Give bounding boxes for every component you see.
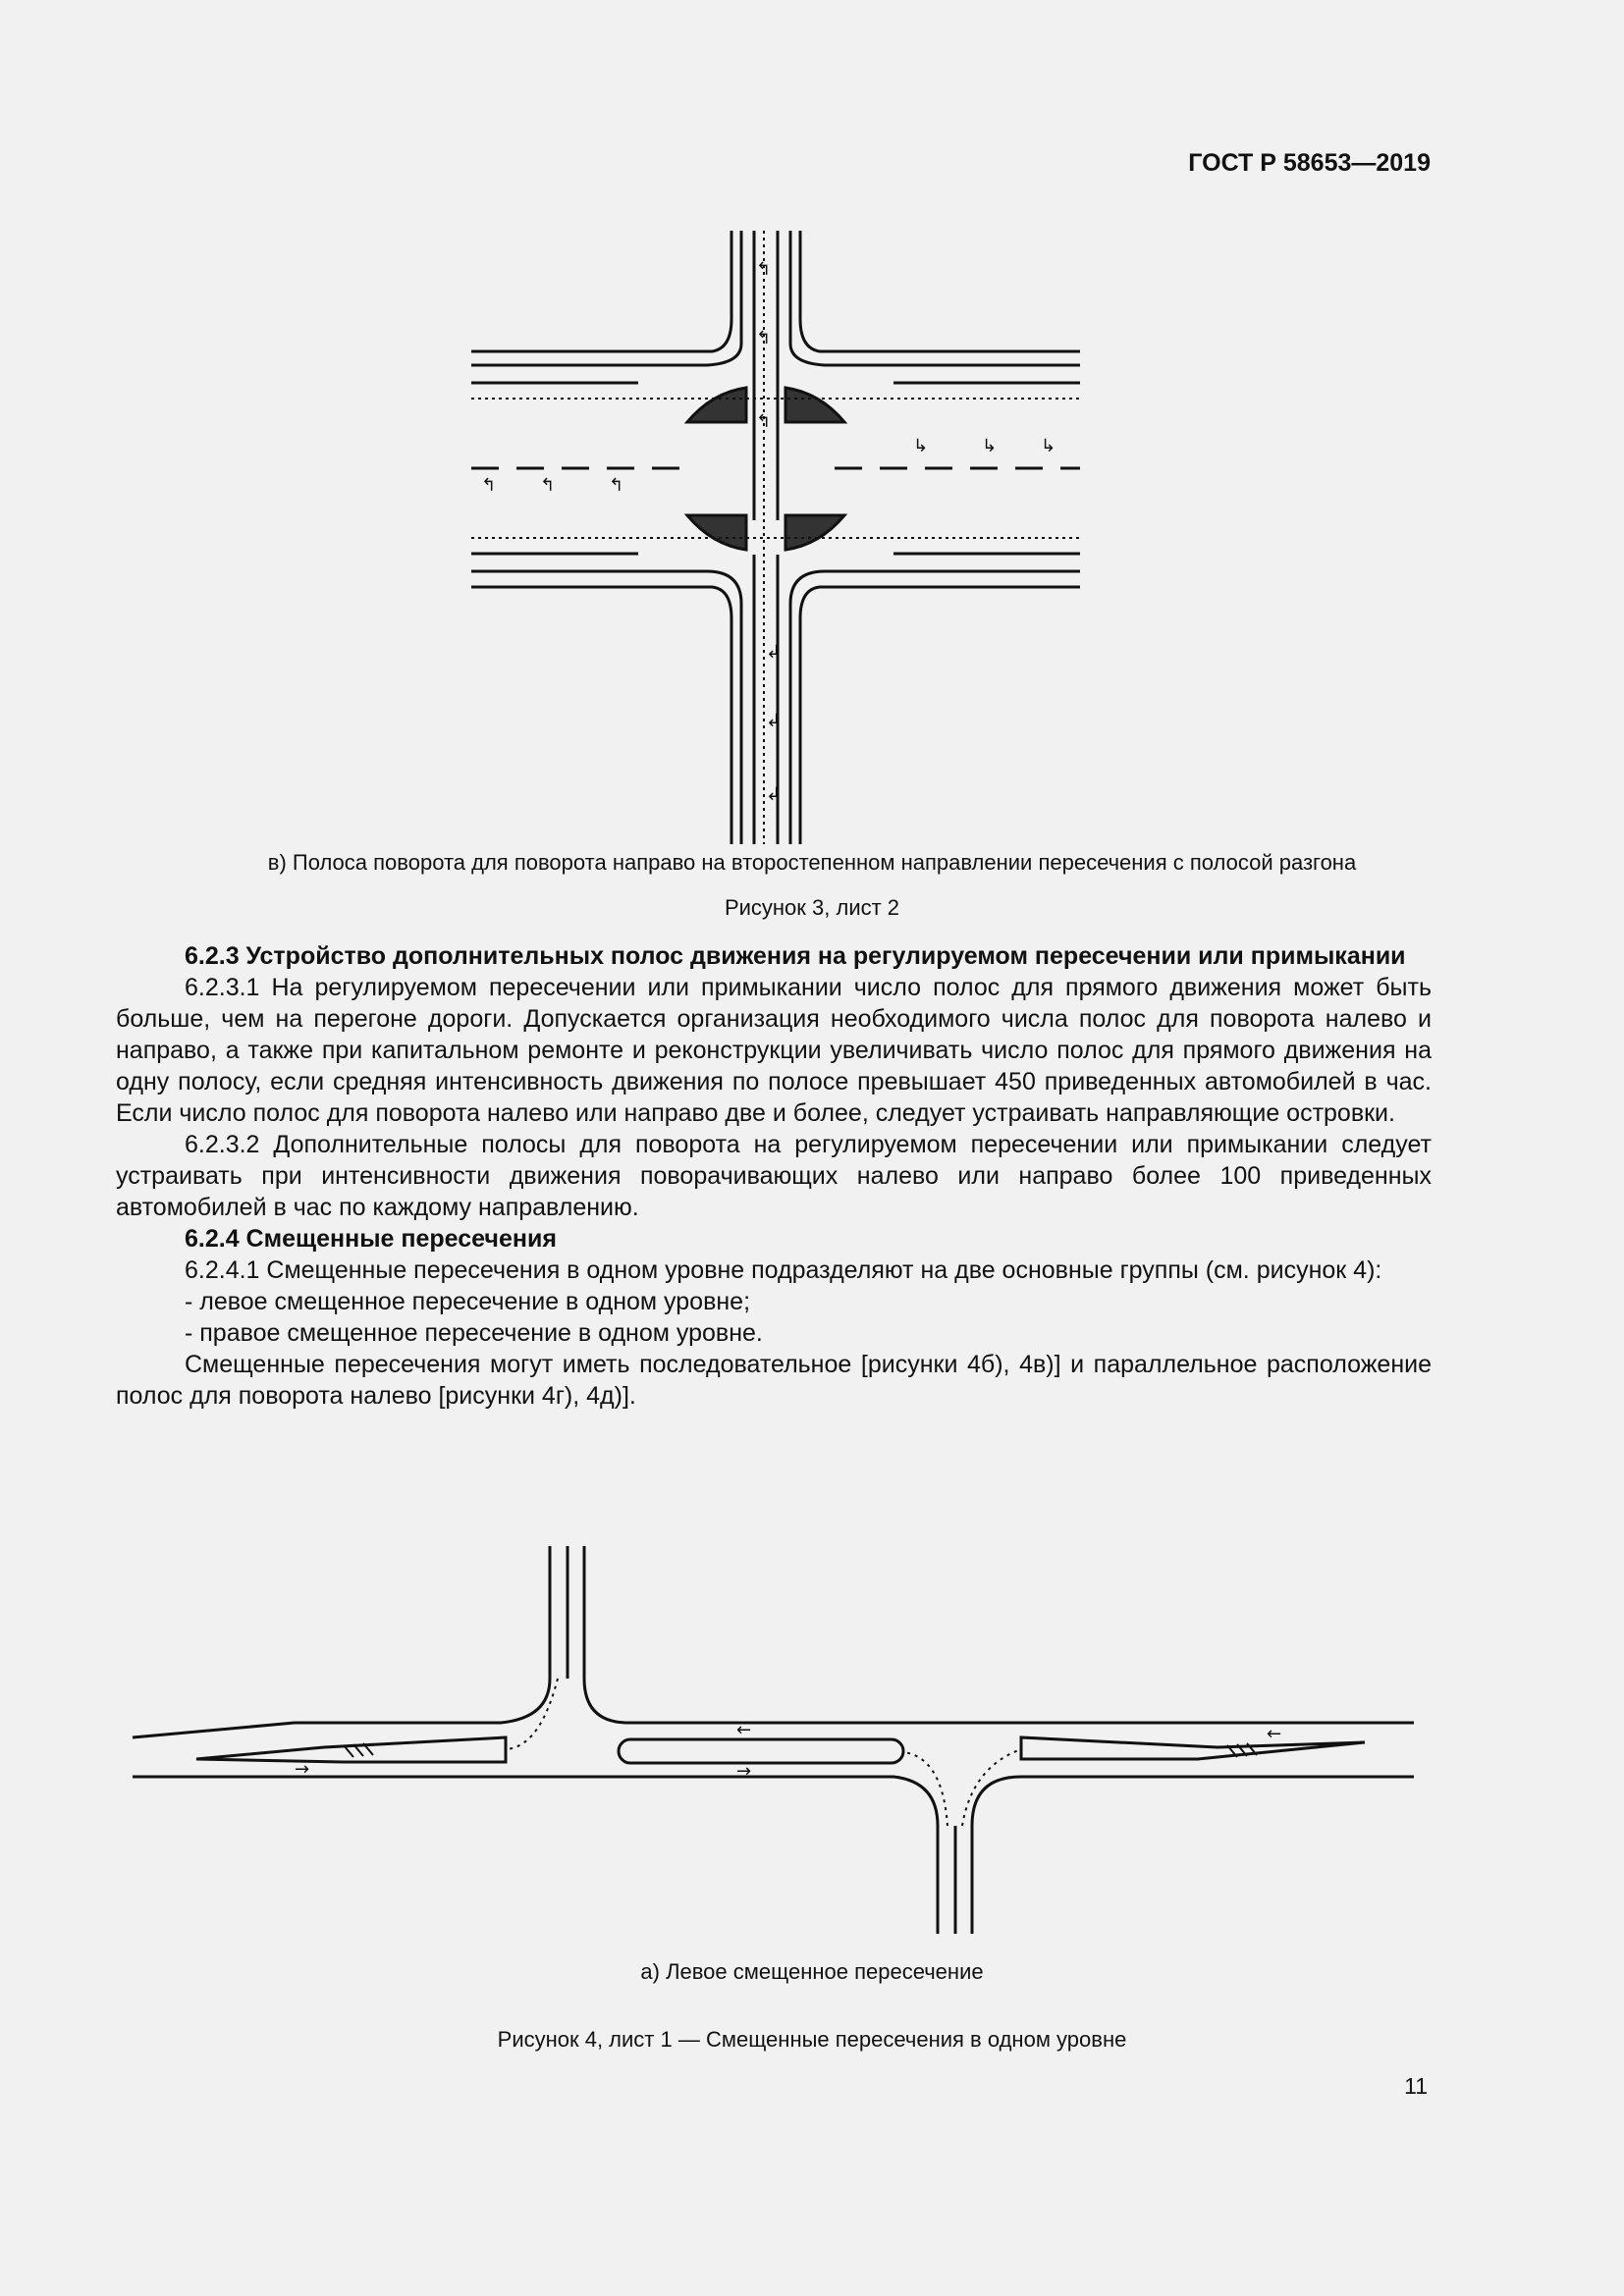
svg-text:←: ← bbox=[1267, 1724, 1282, 1744]
svg-text:↰: ↰ bbox=[756, 259, 772, 280]
svg-text:↰: ↰ bbox=[540, 475, 556, 496]
heading-6-2-4: 6.2.4 Смещенные пересечения bbox=[185, 1225, 557, 1253]
figure-4-offset-intersection-diagram bbox=[128, 1541, 1424, 1939]
list-item-left: - левое смещенное пересечение в одном уровне; bbox=[185, 1288, 751, 1315]
svg-text:↰: ↰ bbox=[609, 475, 624, 496]
svg-text:↳: ↳ bbox=[1041, 436, 1056, 456]
svg-text:↰: ↰ bbox=[481, 475, 497, 496]
svg-text:↲: ↲ bbox=[766, 711, 782, 731]
page-number: 11 bbox=[1404, 2073, 1428, 2099]
svg-text:↲: ↲ bbox=[766, 642, 782, 663]
paragraph-6-2-4-1: 6.2.4.1 Смещенные пересечения в одном уровне подразделяют на две основные группы (см. рисунок 4): bbox=[185, 1256, 1382, 1284]
svg-text:↳: ↳ bbox=[913, 436, 929, 456]
figure-4-subcaption: а) Левое смещенное пересечение bbox=[640, 1959, 984, 1984]
paragraph-6-2-4-2: Смещенные пересечения могут иметь последовательное [рисунки 4б), 4в)] и параллельное расположение полос для поворота налево [рисунки 4г), 4д)]. bbox=[116, 1351, 1432, 1410]
document-header: ГОСТ Р 58653—2019 bbox=[1188, 149, 1431, 177]
svg-text:→: → bbox=[736, 1761, 752, 1782]
svg-text:←: ← bbox=[736, 1720, 752, 1740]
svg-text:↰: ↰ bbox=[756, 411, 772, 432]
svg-text:↰: ↰ bbox=[756, 328, 772, 348]
heading-6-2-3: 6.2.3 Устройство дополнительных полос движения на регулируемом пересечении или примыкании bbox=[185, 942, 1406, 970]
paragraph-6-2-3-1: 6.2.3.1 На регулируемом пересечении или примыкании число полос для прямого движения может быть больше, чем на перегоне дороги. Допускается организация необходимого числа полос для поворота налево и направо, а также при капитальном ремонте и реконструкции увеличивать число полос для прямого движения на одну полосу, если средняя интенсивность движения по полосе превышает 450 приведенных автомобилей в час. Если число полос для поворота налево или направо две и более, следует устраивать направляющие островки. bbox=[116, 974, 1432, 1127]
paragraph-6-2-3-2: 6.2.3.2 Дополнительные полосы для поворота на регулируемом пересечении или примыкании следует устраивать при интенсивности движения поворачивающих налево или направо более 100 приведенных автомобилей в час по каждому направлению. bbox=[116, 1131, 1432, 1221]
svg-text:↳: ↳ bbox=[982, 436, 998, 456]
figure-3-intersection-diagram bbox=[461, 226, 1090, 849]
body-text bbox=[116, 940, 1432, 1412]
figure-3-subcaption: в) Полоса поворота для поворота направо на второстепенном направлении пересечения с полосой разгона bbox=[267, 850, 1357, 875]
svg-text:→: → bbox=[295, 1759, 310, 1780]
figure-3-caption: Рисунок 3, лист 2 bbox=[724, 895, 900, 920]
svg-text:↲: ↲ bbox=[766, 784, 782, 805]
figure-4-caption: Рисунок 4, лист 1 — Смещенные пересечения в одном уровне bbox=[497, 2027, 1127, 2052]
list-item-right: - правое смещенное пересечение в одном уровне. bbox=[185, 1319, 763, 1347]
